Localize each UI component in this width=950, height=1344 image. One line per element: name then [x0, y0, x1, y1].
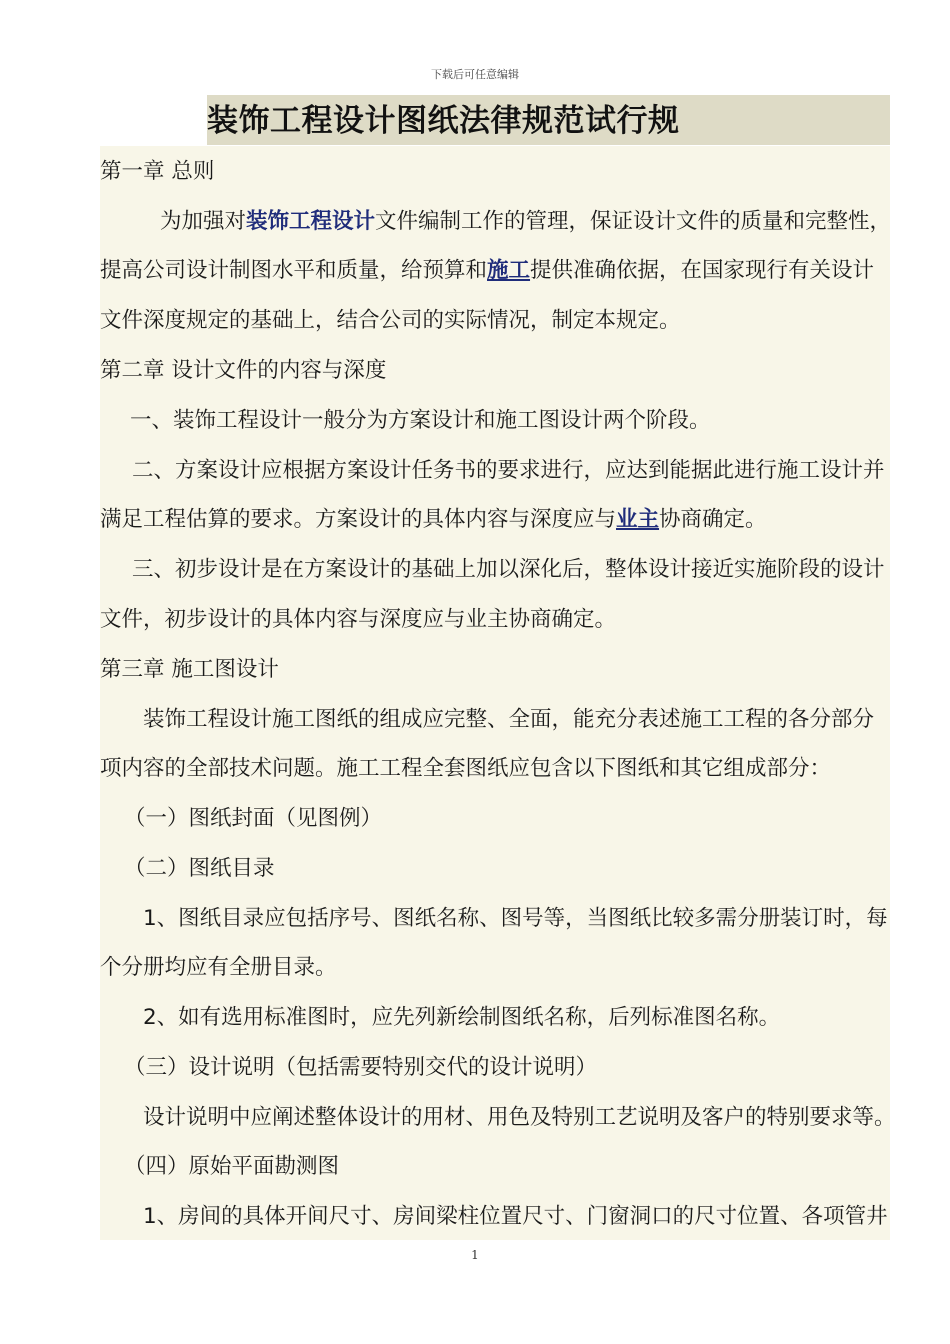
text-run: 提高公司设计制图水平和质量，给预算和	[100, 258, 488, 283]
paragraph-line: 设计说明中应阐述整体设计的用材、用色及特别工艺说明及客户的特别要求等。	[143, 1105, 896, 1130]
text-run: 提供准确依据，在国家现行有关设计	[530, 258, 875, 283]
paragraph-line: 装饰工程设计施工图纸的组成应完整、全面，能充分表述施工工程的各分部分	[143, 707, 875, 732]
text-run: 为加强对	[160, 209, 247, 234]
paragraph-line	[160, 207, 891, 237]
paragraph-line: 文件深度规定的基础上，结合公司的实际情况，制定本规定。	[100, 308, 681, 333]
paragraph-line	[100, 256, 874, 286]
list-item: 一、装饰工程设计一般分为方案设计和施工图设计两个阶段。	[130, 408, 711, 433]
text-run: 满足工程估算的要求。方案设计的具体内容与深度应与	[100, 507, 617, 532]
header-note: 下载后可任意编辑	[431, 68, 519, 81]
section-heading: （二）图纸目录	[124, 856, 275, 881]
page-number: 1	[471, 1248, 479, 1262]
keyword-link[interactable]: 装饰工程设计	[246, 209, 376, 234]
chapter-heading-1: 第一章 总则	[100, 159, 215, 184]
section-heading: （三）设计说明（包括需要特别交代的设计说明）	[124, 1055, 598, 1080]
keyword-link[interactable]: 业主	[616, 507, 660, 532]
section-heading: （一）图纸封面（见图例）	[124, 806, 383, 831]
paragraph-line: 项内容的全部技术问题。施工工程全套图纸应包含以下图纸和其它组成部分：	[100, 756, 832, 781]
text-run: 文件编制工作的管理，保证设计文件的质量和完整性，	[375, 209, 892, 234]
paragraph-line: 个分册均应有全册目录。	[100, 955, 337, 980]
paragraph-line: 文件，初步设计的具体内容与深度应与业主协商确定。	[100, 607, 617, 632]
keyword-link[interactable]: 施工	[487, 258, 531, 283]
chapter-heading-3: 第三章 施工图设计	[100, 657, 279, 682]
text-run: 协商确定。	[659, 507, 767, 532]
chapter-heading-2: 第二章 设计文件的内容与深度	[100, 358, 387, 383]
list-item: 1、房间的具体开间尺寸、房间梁柱位置尺寸、门窗洞口的尺寸位置、各项管井	[143, 1204, 888, 1229]
section-heading: （四）原始平面勘测图	[124, 1154, 340, 1179]
list-item: 2、如有选用标准图时，应先列新绘制图纸名称，后列标准图名称。	[143, 1005, 781, 1030]
list-item: 三、初步设计是在方案设计的基础上加以深化后，整体设计接近实施阶段的设计	[132, 557, 885, 582]
list-item: 二、方案设计应根据方案设计任务书的要求进行，应达到能据此进行施工设计并	[132, 458, 885, 483]
document-title: 装饰工程设计图纸法律规范试行规	[207, 103, 680, 139]
paragraph-line	[100, 505, 767, 535]
list-item: 1、图纸目录应包括序号、图纸名称、图号等，当图纸比较多需分册装订时，每	[143, 906, 888, 931]
